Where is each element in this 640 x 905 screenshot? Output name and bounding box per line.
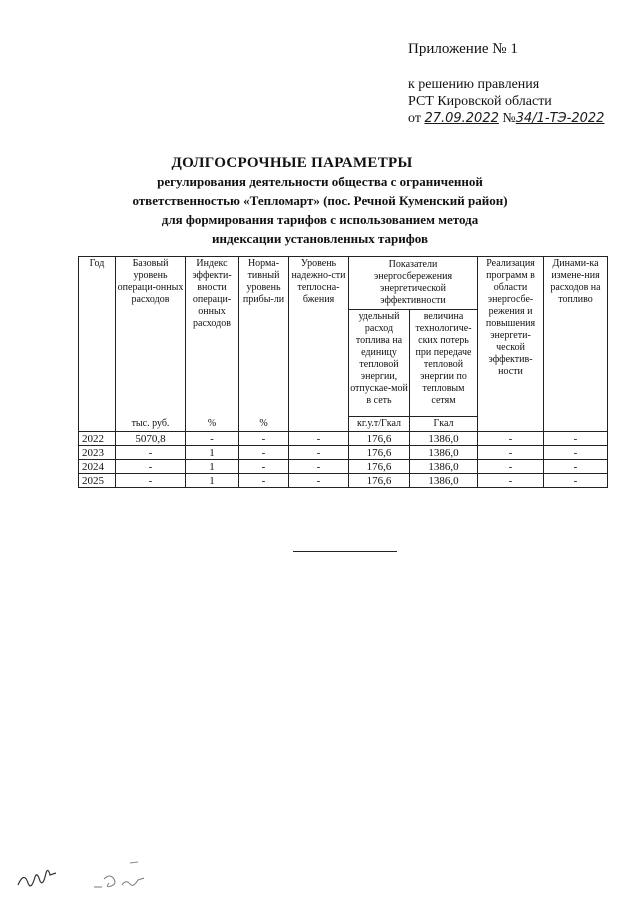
table-row (79, 446, 608, 460)
unit-index: % (186, 417, 239, 432)
cell-base: - (116, 460, 186, 474)
cell-fuel: 176,6 (349, 446, 410, 460)
cell-dynamics: - (544, 474, 608, 488)
table-row (79, 432, 608, 446)
cell-losses: 1386,0 (410, 474, 478, 488)
decision-line-1: к решению правления (408, 77, 540, 92)
unit-programs (478, 417, 544, 432)
cell-base: - (116, 474, 186, 488)
document-title (0, 155, 640, 248)
unit-profit: % (239, 417, 289, 432)
cell-dynamics: - (544, 460, 608, 474)
signature-mark (12, 857, 202, 897)
cell-dynamics: - (544, 446, 608, 460)
cell-base: - (116, 446, 186, 460)
closing-rule (293, 551, 397, 552)
cell-losses: 1386,0 (410, 460, 478, 474)
cell-year: 2025 (79, 474, 116, 488)
cell-index: 1 (186, 460, 239, 474)
cell-profit: - (239, 460, 289, 474)
unit-dynamics (544, 417, 608, 432)
decision-block (408, 76, 604, 127)
decision-line-2: РСТ Кировской области (408, 94, 552, 109)
title-line-1: ДОЛГОСРОЧНЫЕ ПАРАМЕТРЫ (171, 155, 413, 171)
header-heat-losses: величина технологиче-ских потерь при передаче тепловой энергии по тепловым сетям (410, 310, 478, 417)
header-energy-efficiency: Показатели энергосбережения энергетической эффективности (349, 257, 478, 310)
header-base-opex: Базовый уровень операци-онных расходов (116, 257, 186, 417)
cell-profit: - (239, 446, 289, 460)
title-line-5: индексации установленных тарифов (212, 231, 428, 246)
cell-fuel: 176,6 (349, 460, 410, 474)
cell-year: 2022 (79, 432, 116, 446)
decision-number: 34/1-ТЭ-2022 (515, 111, 605, 126)
header-fuel-consumption: удельный расход топлива на единицу тепловой энергии, отпускае-мой в сеть (349, 310, 410, 417)
cell-index: - (186, 432, 239, 446)
cell-reliability: - (289, 446, 349, 460)
cell-year: 2024 (79, 460, 116, 474)
unit-fuel: кг.у.т/Гкал (349, 417, 410, 432)
decision-date: 27.09.2022 (424, 111, 499, 126)
cell-fuel: 176,6 (349, 432, 410, 446)
table-row (79, 474, 608, 488)
header-energy-programs: Реализация программ в области энергосбе-режения и повышения энергети-ческой эффектив-ности (478, 257, 544, 417)
parameters-table (78, 256, 608, 488)
cell-profit: - (239, 474, 289, 488)
header-reliability: Уровень надежно-сти теплосна-бжения (289, 257, 349, 417)
cell-profit: - (239, 432, 289, 446)
cell-reliability: - (289, 474, 349, 488)
header-efficiency-index: Индекс эффекти-вности операци-онных расходов (186, 257, 239, 417)
from-label: от (408, 111, 421, 126)
cell-losses: 1386,0 (410, 446, 478, 460)
unit-losses: Гкал (410, 417, 478, 432)
cell-reliability: - (289, 432, 349, 446)
cell-losses: 1386,0 (410, 432, 478, 446)
title-line-4: для формирования тарифов с использованием метода (161, 212, 479, 227)
cell-dynamics: - (544, 432, 608, 446)
header-fuel-dynamics: Динами-ка измене-ния расходов на топливо (544, 257, 608, 417)
table-row (79, 460, 608, 474)
cell-programs: - (478, 432, 544, 446)
unit-base: тыс. руб. (116, 417, 186, 432)
cell-programs: - (478, 446, 544, 460)
cell-index: 1 (186, 446, 239, 460)
decision-date-line (408, 110, 604, 127)
cell-reliability: - (289, 460, 349, 474)
header-profit-level: Норма-тивный уровень прибы-ли (239, 257, 289, 417)
cell-programs: - (478, 474, 544, 488)
header-year: Год (79, 257, 116, 417)
unit-year (79, 417, 116, 432)
title-line-2: регулирования деятельности общества с ограниченной (157, 174, 483, 189)
number-label: № (502, 111, 516, 126)
title-line-3: ответственностью «Тепломарт» (пос. Речной Куменский район) (132, 193, 508, 208)
cell-base: 5070,8 (116, 432, 186, 446)
cell-fuel: 176,6 (349, 474, 410, 488)
unit-reliability (289, 417, 349, 432)
appendix-label: Приложение № 1 (408, 41, 518, 57)
cell-index: 1 (186, 474, 239, 488)
cell-programs: - (478, 460, 544, 474)
cell-year: 2023 (79, 446, 116, 460)
